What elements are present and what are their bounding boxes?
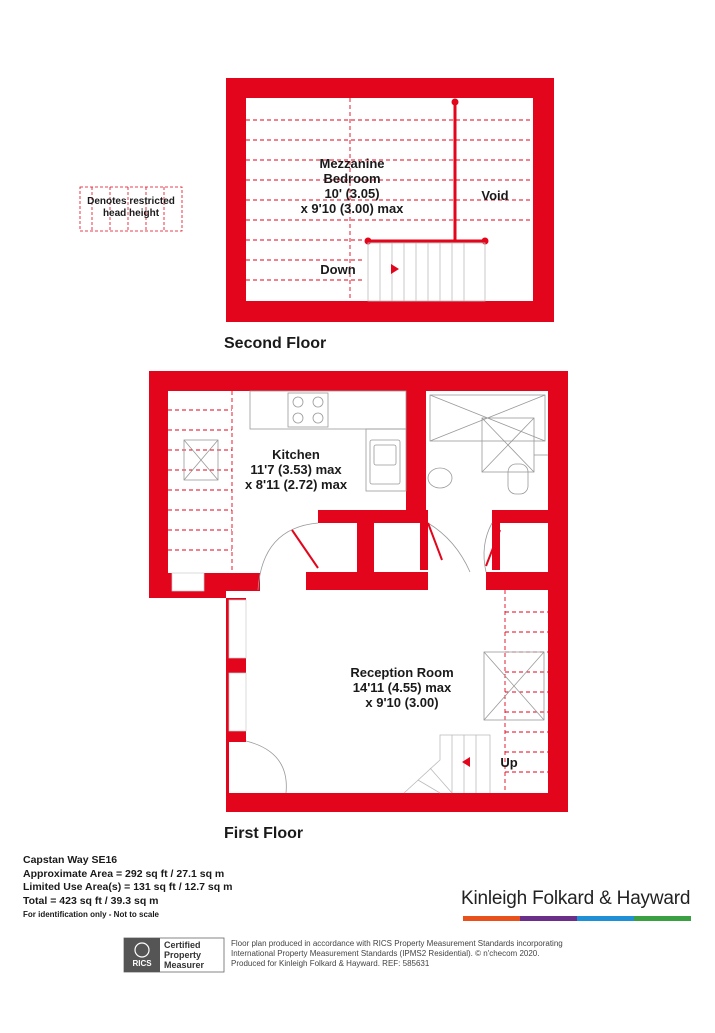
room-name-2: Bedroom [323,171,381,186]
room-name: Kitchen [272,447,320,462]
legend-label: Denotes restricted head height [87,196,175,219]
approximate-area: Approximate Area = 292 sq ft / 27.1 sq m [23,867,225,880]
second-floor-stairs [368,243,485,301]
brand-bar-green [634,916,691,921]
reception-room-label [320,665,484,710]
total-area: Total = 423 sq ft / 39.3 sq m [23,894,159,907]
room-dim-1: 11'7 (3.53) max [250,462,342,477]
rics-line-3: Measurer [164,960,205,970]
brand-bar-purple [520,916,577,921]
limited-use-area: Limited Use Area(s) = 131 sq ft / 12.7 sq m [23,881,233,893]
down-arrow-icon [391,264,399,274]
rics-logo-text: RICS [132,959,152,968]
room-name: Mezzanine [319,156,385,171]
room-dim-2: x 9'10 (3.00) [365,695,439,710]
room-dim-2: x 9'10 (3.00) max [300,201,404,216]
rics-line-2: Property [164,950,202,960]
first-floor-plan [149,371,568,812]
address: Capstan Way SE16 [23,854,118,866]
first-floor-title: First Floor [224,825,304,842]
rics-line-1: Certified [164,940,201,950]
reception-fixture [484,652,544,720]
up-arrow-icon [462,757,470,767]
disclaimer-line-1: Floor plan produced in accordance with RICS Property Measurement Standards incorporating [231,939,563,948]
up-stair-label: Up [500,755,518,770]
void-label: Void [481,188,509,203]
brand-bar-orange [463,916,520,921]
room-dim-1: 10' (3.05) [324,186,380,201]
property-info [23,854,232,922]
room-name: Reception Room [350,665,454,680]
scale-note: For identification only - Not to scale [23,910,160,919]
kitchen-label [218,447,374,492]
disclaimer-line-2: International Property Measurement Standards (IPMS2 Residential). © n'checom 2020. [231,949,540,958]
room-dim-1: 14'11 (4.55) max [352,680,452,695]
disclaimer [231,939,611,969]
down-stair-label: Down [320,262,356,277]
bathroom-fixtures [428,395,548,494]
brand-name: Kinleigh Folkard & Hayward [461,888,691,909]
mezzanine-bedroom-label [272,156,432,216]
room-dim-2: x 8'11 (2.72) max [244,477,348,492]
rics-certification [164,940,204,970]
first-floor-stairs [404,735,490,793]
second-floor-title: Second Floor [224,335,327,352]
door-leaves [292,523,500,568]
brand-bar-blue [577,916,634,921]
disclaimer-line-3: Produced for Kinleigh Folkard & Hayward. REF: 585631 [231,959,430,968]
